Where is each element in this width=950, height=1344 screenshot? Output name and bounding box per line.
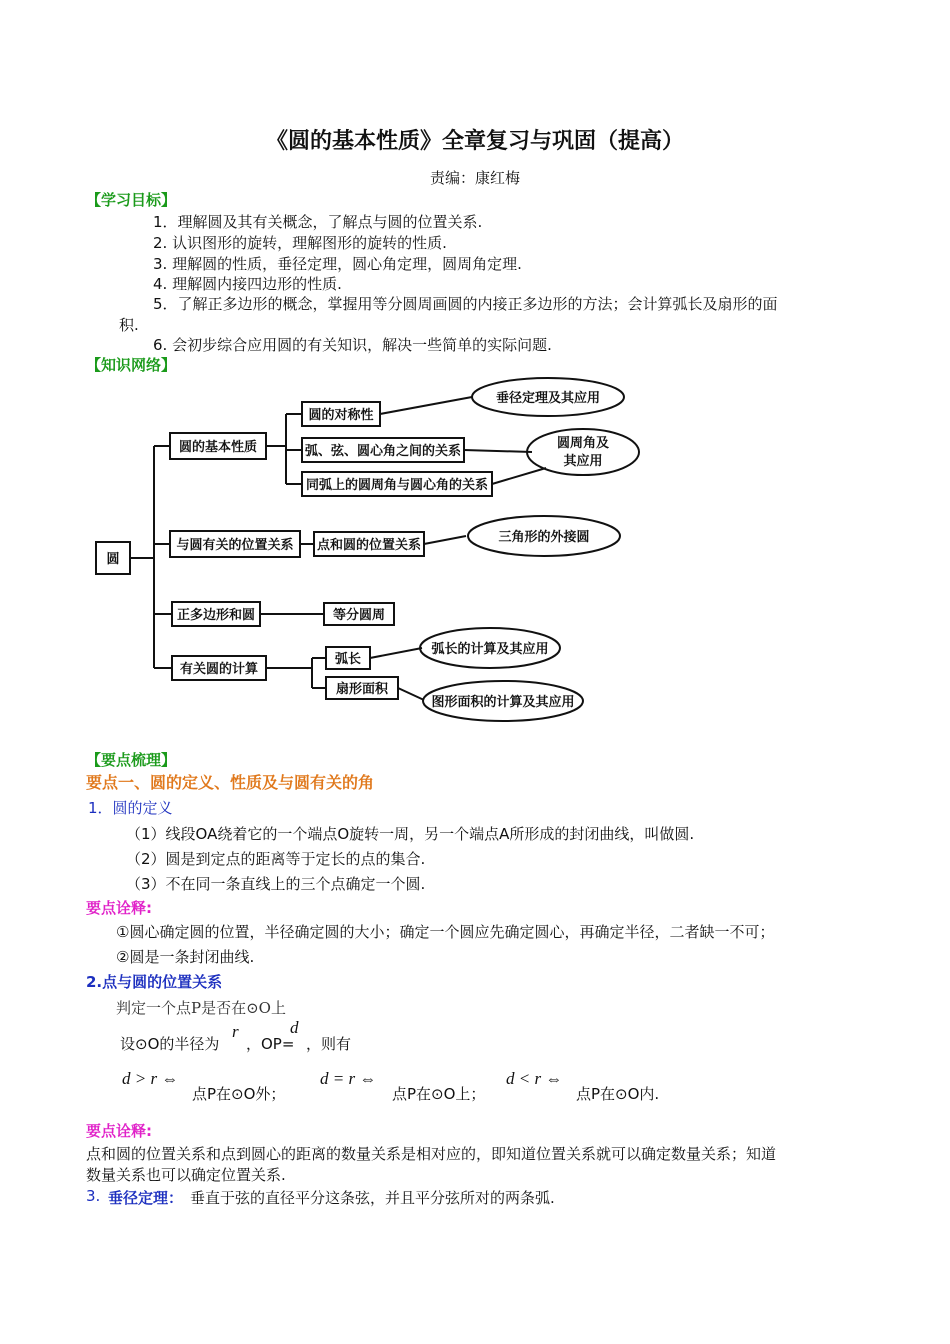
note-item: ①圆心确定圆的位置，半径确定圆的大小；确定一个圆应先确定圆心，再确定半径，二者缺一不可； — [116, 923, 775, 941]
radius-symbol: r — [232, 1022, 239, 1041]
sector-label: 扇形面积 — [335, 682, 389, 697]
theorem-number: 3. — [86, 1187, 101, 1205]
radius-prefix: 设⊙O的半径为 — [120, 1035, 220, 1053]
calc-label: 有关圆的计算 — [179, 662, 259, 677]
definition-item: （2）圆是到定点的距离等于定长的点的集合. — [126, 850, 426, 868]
goal-item: 2. 认识图形的旋转，理解图形的旋转的性质. — [153, 234, 447, 252]
goal-item: 6. 会初步综合应用圆的有关知识，解决一些简单的实际问题. — [153, 336, 552, 354]
page-title: 《圆的基本性质》全章复习与巩固（提高） — [265, 129, 684, 154]
editor-line: 责编：康红梅 — [429, 169, 520, 187]
circumcircle-label: 三角形的外接圆 — [498, 530, 590, 545]
theorem-text: 垂直于弦的直径平分这条弦，并且平分弦所对的两条弧. — [190, 1189, 555, 1207]
note2-label: 要点诠释: — [86, 1122, 152, 1140]
point1-heading: 要点一、圆的定义、性质及与圆有关的角 — [86, 773, 375, 792]
arc-calc-label: 弧长的计算及其应用 — [431, 642, 549, 657]
symmetry-label: 圆的对称性 — [308, 408, 374, 423]
position-title: 2.点与圆的位置关系 — [86, 973, 223, 991]
note-item: ②圆是一条封闭曲线. — [116, 948, 255, 966]
position-intro: 判定一个点P是否在⊙O上 — [116, 999, 286, 1017]
definition-title: 1．圆的定义 — [88, 799, 173, 817]
goal-item-continued: 积. — [119, 316, 139, 334]
radius-mid: ，OP= — [246, 1035, 295, 1053]
note2-line: 数量关系也可以确定位置关系. — [86, 1166, 286, 1184]
goal-item: 5．了解正多边形的概念，掌握用等分圆周画圆的内接正多边形的方法；会计算弧长及扇形的面 — [153, 295, 778, 313]
theorem-label: 垂径定理： — [108, 1189, 184, 1207]
arc-relation-label: 弧、弦、圆心角之间的关系 — [304, 444, 462, 459]
outside-relation: d > r ⇔ — [122, 1069, 179, 1088]
inscribed-label-2: 其应用 — [563, 454, 603, 469]
same-arc-label: 同弧上的圆周角与圆心角的关系 — [305, 478, 489, 493]
goal-item: 1．理解圆及其有关概念，了解点与圆的位置关系. — [153, 213, 483, 231]
summary-header: 【要点梳理】 — [86, 751, 177, 769]
arc-len-label: 弧长 — [334, 652, 362, 667]
inside-text: 点P在⊙O内. — [576, 1085, 660, 1103]
root-label: 圆 — [106, 552, 120, 567]
network-header: 【知识网络】 — [86, 356, 177, 374]
note-label: 要点诠释: — [86, 899, 152, 917]
divide-label: 等分圆周 — [332, 608, 386, 623]
goals-header: 【学习目标】 — [86, 191, 177, 209]
polygon-label: 正多边形和圆 — [176, 608, 256, 623]
point-circle-label: 点和圆的位置关系 — [316, 538, 422, 553]
outside-text: 点P在⊙O外； — [192, 1085, 286, 1103]
area-calc-label: 图形面积的计算及其应用 — [431, 695, 575, 710]
position-label: 与圆有关的位置关系 — [176, 538, 294, 553]
definition-item: （3）不在同一条直线上的三个点确定一个圆. — [126, 875, 426, 893]
radius-post: ，则有 — [306, 1035, 352, 1053]
goal-item: 4. 理解圆内接四边形的性质. — [153, 275, 342, 293]
inside-relation: d < r ⇔ — [506, 1069, 563, 1088]
definition-item: （1）线段OA绕着它的一个端点O旋转一周，另一个端点A所形成的封闭曲线，叫做圆. — [126, 825, 695, 843]
perp-label: 垂径定理及其应用 — [495, 391, 601, 406]
goal-item: 3. 理解圆的性质，垂径定理，圆心角定理，圆周角定理. — [153, 255, 522, 273]
inscribed-label-1: 圆周角及 — [556, 436, 610, 451]
distance-symbol: d — [290, 1018, 299, 1037]
note2-line: 点和圆的位置关系和点到圆心的距离的数量关系是相对应的，即知道位置关系就可以确定数量关系；知道 — [86, 1145, 777, 1163]
on-relation: d = r ⇔ — [320, 1069, 377, 1088]
basic-label: 圆的基本性质 — [178, 440, 258, 455]
on-text: 点P在⊙O上； — [392, 1085, 486, 1103]
